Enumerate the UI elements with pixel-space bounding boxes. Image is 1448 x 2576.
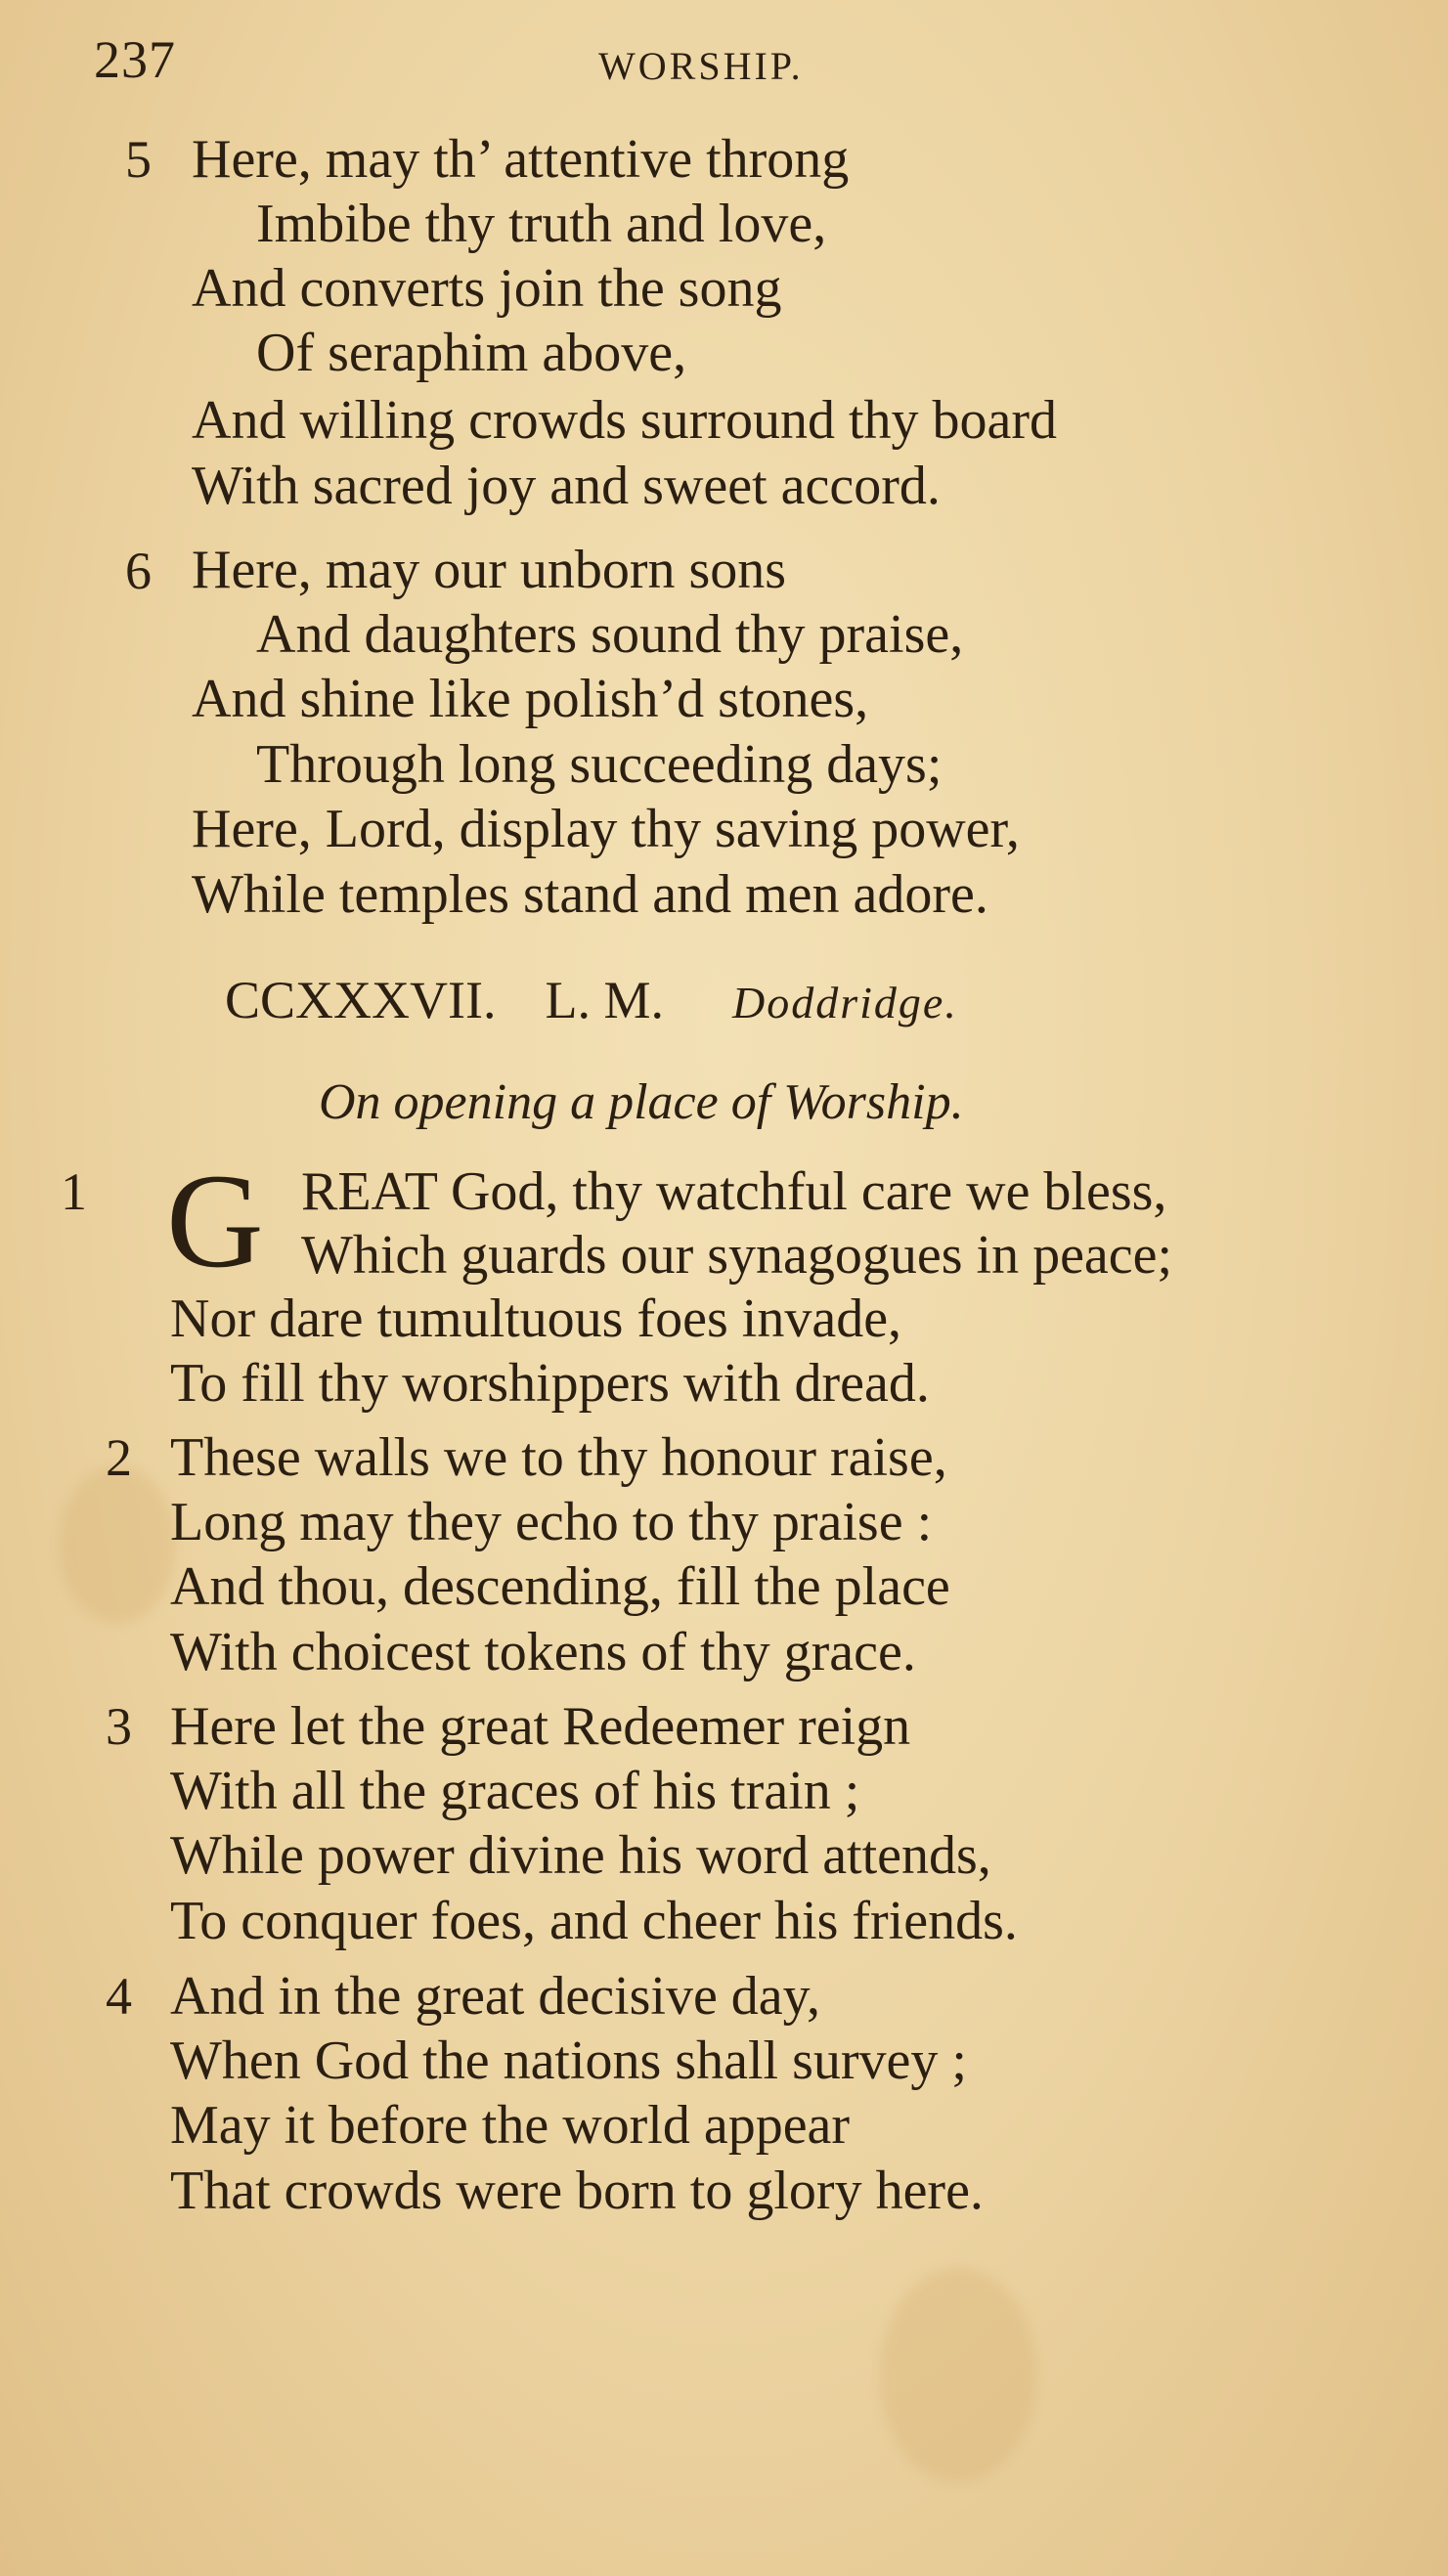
verse-line: That crowds were born to glory here. — [170, 2161, 984, 2221]
verse-line: While power divine his word attends, — [170, 1825, 991, 1886]
verse-line: Here, may th’ attentive throng — [192, 129, 850, 190]
verse-line: And willing crowds surround thy board — [192, 390, 1058, 451]
verse-line: And in the great decisive day, — [170, 1966, 821, 2027]
stanza-number: 5 — [125, 130, 152, 189]
verse-line: Of seraphim above, — [256, 323, 687, 383]
verse-line: When God the nations shall survey ; — [170, 2030, 967, 2091]
paper-stain — [59, 1466, 176, 1623]
verse-line: Nor dare tumultuous foes invade, — [170, 1288, 902, 1349]
hymn-author: Doddridge. — [732, 978, 958, 1027]
hymn-meter: L. M. — [545, 971, 664, 1029]
verse-line: And daughters sound thy praise, — [256, 604, 964, 665]
verse-line: With choicest tokens of thy grace. — [170, 1622, 916, 1682]
verse-line: Long may they echo to thy praise : — [170, 1492, 933, 1552]
verse-line: These walls we to thy honour raise, — [170, 1427, 947, 1488]
page-number: 237 — [94, 30, 176, 89]
verse-line: Through long succeeding days; — [256, 734, 943, 795]
stanza-number: 2 — [106, 1428, 132, 1487]
paper-stain — [880, 2268, 1036, 2483]
verse-line: And shine like polish’d stones, — [192, 669, 869, 729]
stanza-number: 3 — [106, 1697, 132, 1756]
verse-line: May it before the world appear — [170, 2095, 851, 2156]
stanza-number: 1 — [61, 1162, 87, 1221]
verse-line: Imbibe thy truth and love, — [256, 194, 827, 254]
hymn-subtitle: On opening a place of Worship. — [319, 1074, 964, 1130]
running-title: WORSHIP. — [598, 44, 804, 88]
verse-line: With sacred joy and sweet accord. — [192, 456, 941, 516]
hymn-heading — [225, 970, 958, 1030]
hymn-number: CCXXXVII. — [225, 971, 497, 1029]
stanza-number: 6 — [125, 542, 152, 600]
verse-line: Here, may our unborn sons — [192, 540, 787, 600]
verse-line: Which guards our synagogues in peace; — [301, 1225, 1173, 1286]
verse-line: To conquer foes, and cheer his friends. — [170, 1891, 1018, 1951]
verse-line: Here let the great Redeemer reign — [170, 1696, 911, 1757]
verse-line: To fill thy worshippers with dread. — [170, 1353, 930, 1414]
verse-line: With all the graces of his train ; — [170, 1761, 860, 1821]
verse-line: Here, Lord, display thy saving power, — [192, 799, 1020, 859]
verse-line: And converts join the song — [192, 258, 782, 319]
verse-line: REAT God, thy watchful care we bless, — [301, 1161, 1167, 1222]
verse-line: And thou, descending, fill the place — [170, 1556, 950, 1617]
verse-line: While temples stand and men adore. — [192, 864, 988, 925]
drop-cap: G — [166, 1146, 264, 1295]
stanza-number: 4 — [106, 1967, 132, 2026]
